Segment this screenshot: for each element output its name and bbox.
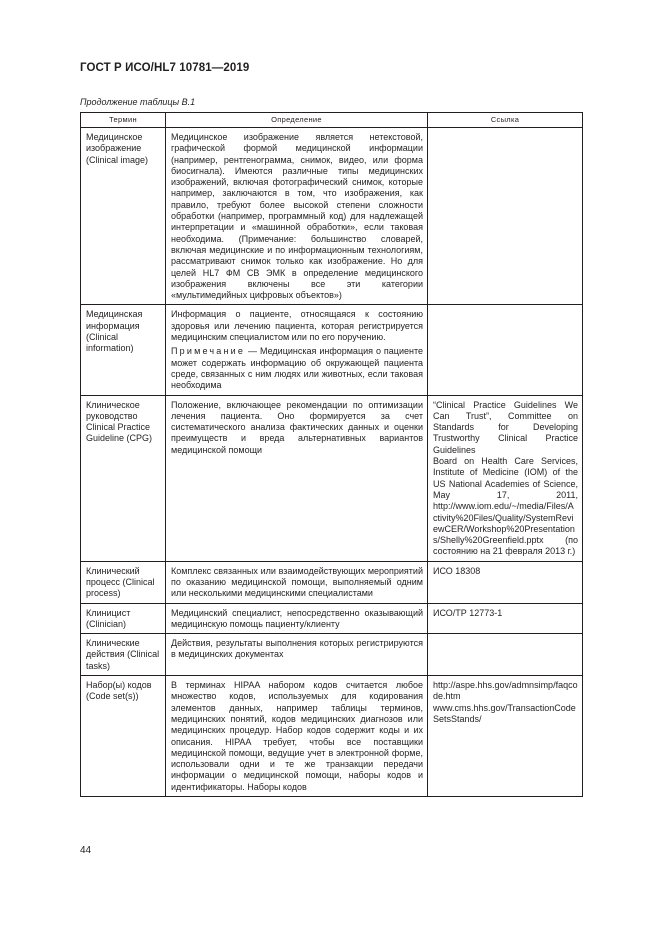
term-cell: Медицинская информация (Clinical information) <box>81 305 166 395</box>
reference-cell <box>428 395 583 561</box>
table-row <box>81 561 583 603</box>
reference-cell <box>428 603 583 634</box>
definition-text: Медицинский специалист, непосредственно оказывающий медицинскую помощь пациенту/клиенту <box>171 607 423 629</box>
table-row <box>81 676 583 797</box>
term-cell: Клинические действия (Clinical tasks) <box>81 634 166 676</box>
definition-text: Медицинское изображение является нетекстовой, графической формой медицинской информации (например, рентгенограмма, снимок, видео, или форма биосигнала). Имеются различные типы медицинских изображений, включая фотографический снимок, которые например, заключаются в том, что изображения, как правило, требуют более высокой степени сложности обработки (например, программный код) для надлежащей интерпретации и «машинной обработки», если таковая необходима. (Примечание: большинство словарей, включая медицинские и по информационным технологиям, рассматривают снимок только как изображение. Но для целей HL7 ФМ СВ ЭМК в определение медицинского изображения включены все эти категории «мультимедийных цифровых объектов») <box>171 132 423 301</box>
reference-text: ИСО/ТР 12773-1 <box>433 607 503 618</box>
reference-text: Board on Health Care Services, Institute of Medicine (IOM) of the US National Academies of Science, May 17, 2011, http://www.iom.edu/~/media/Files/Activity%20Files/Quality/SystemReviewCER/Workshop%20Presentations/Shelly%20Greenfield.pptx (по состоянию на 21 февраля 2013 г.) <box>433 456 578 557</box>
column-header-reference: Ссылка <box>428 113 583 128</box>
definition-text: Положение, включающее рекомендации по оптимизации лечения пациента. Оно формируется за счет систематического анализа фактических данных и оценки преимуществ и вреда альтернативных вариантов медицинской помощи <box>171 399 423 455</box>
definition-cell <box>166 305 428 395</box>
term-cell: Набор(ы) кодов (Code set(s)) <box>81 676 166 797</box>
reference-cell <box>428 634 583 676</box>
reference-text: www.cms.hhs.gov/TransactionCodeSetsStands/ <box>433 702 576 724</box>
definition-text: Действия, результаты выполнения которых регистрируются в медицинских документах <box>171 638 423 660</box>
definition-cell <box>166 634 428 676</box>
table-row <box>81 634 583 676</box>
table-row <box>81 395 583 561</box>
reference-text: ИСО 18308 <box>433 565 481 576</box>
column-header-definition: Определение <box>166 113 428 128</box>
reference-cell <box>428 305 583 395</box>
reference-cell <box>428 128 583 305</box>
term-cell: Клинический процесс (Clinical process) <box>81 561 166 603</box>
definition-cell <box>166 395 428 561</box>
note-text: — Медицинская информация о пациенте может содержать информацию об окружающей пациента среде, связанных с ним людях или животных, если таковая необходима <box>171 346 423 391</box>
table-row <box>81 128 583 305</box>
table-caption: Продолжение таблицы В.1 <box>80 97 196 107</box>
definition-text: В терминах HIPAA набором кодов считается любое множество кодов, используемых для кодирования элементов данных, например таблицы терминов, медицинских понятий, кодов медицинских диагнозов или медицинских процедур. Набор кодов содержит коды и их описания. HIPAA требует, чтобы все поставщики медицинской помощи, ведущие учет в электронной форме, использовали одни и те же транзакции передачи информации о медицинской помощи, наборы кодов и идентификаторы. Наборы кодов <box>171 680 423 792</box>
term-cell: Клиническое руководство Clinical Practice Guideline (CPG) <box>81 395 166 561</box>
document-header: ГОСТ Р ИСО/HL7 10781—2019 <box>80 62 250 74</box>
reference-cell <box>428 561 583 603</box>
terms-table <box>80 112 583 797</box>
definition-cell <box>166 128 428 305</box>
table-header-row <box>81 113 583 128</box>
reference-text: “Clinical Practice Guidelines We Can Trust”, Committee on Standards for Developing Trustworthy Clinical Practice Guidelines <box>433 399 578 455</box>
table-row <box>81 305 583 395</box>
term-cell: Медицинское изображение (Clinical image) <box>81 128 166 305</box>
note-label: Примечание <box>171 346 246 357</box>
definition-text: Информация о пациенте, относящаяся к состоянию здоровья или лечению пациента, которая регистрируется медицинским специалистом или по его поручению. <box>171 309 423 343</box>
reference-text: http://aspe.hhs.gov/admnsimp/faqcode.htm <box>433 680 578 702</box>
definition-cell <box>166 603 428 634</box>
column-header-term: Термин <box>81 113 166 128</box>
reference-cell <box>428 676 583 797</box>
definition-cell <box>166 561 428 603</box>
page-number: 44 <box>80 845 92 856</box>
table-row <box>81 603 583 634</box>
definition-cell <box>166 676 428 797</box>
term-cell: Клиницист (Clinician) <box>81 603 166 634</box>
definition-text: Комплекс связанных или взаимодействующих мероприятий по оказанию медицинской помощи, выполняемый одним или несколькими медицинскими специалистами <box>171 565 423 599</box>
note-paragraph <box>171 346 423 391</box>
